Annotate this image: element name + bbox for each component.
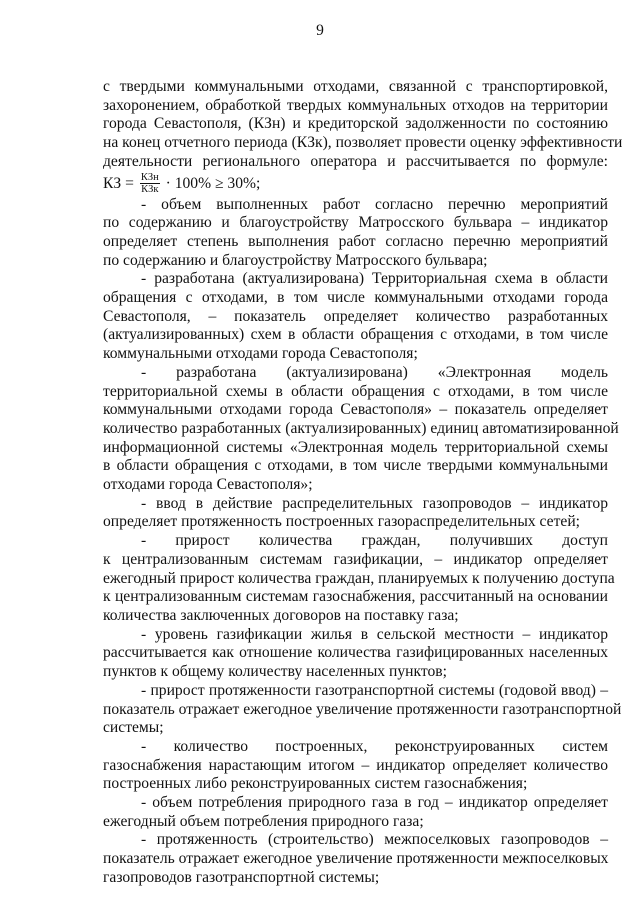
text-line: - разработана (актуализирована) «Электронная модель xyxy=(141,363,608,381)
text-line: газопроводов газотранспортной системы; xyxy=(103,868,380,886)
text-line: захоронением, обработкой твердых коммунальных отходов на территории xyxy=(103,96,608,114)
text-line: территориальной схемы в области обращения с отходами, в том числе xyxy=(103,382,608,400)
text-line: ежегодный объем потребления природного газа; xyxy=(103,812,424,830)
text-line: рассчитывается как отношение количества газифицированных населенных xyxy=(103,644,608,662)
text-line: пунктов к общему количеству населенных пунктов; xyxy=(103,663,447,681)
text-line: определяет протяженность построенных газораспределительных сетей; xyxy=(103,513,581,531)
formula xyxy=(103,172,608,196)
text-line: - объем выполненных работ согласно перечню мероприятий xyxy=(141,195,608,213)
text-line: обращения с отходами, в том числе коммунальными отходами города xyxy=(103,289,608,307)
formula-rhs: · 100% ≥ 30%; xyxy=(165,174,261,192)
text-line: системы; xyxy=(103,719,164,737)
text-line: деятельности регионального оператора и рассчитывается по формуле: xyxy=(103,152,608,170)
text-line: - разработана (актуализирована) Территориальная схема в области xyxy=(141,270,608,288)
text-line: показатель отражает ежегодное увеличение протяженности межпоселковых xyxy=(103,850,609,868)
text-line: с твердыми коммунальными отходами, связанной с транспортировкой, xyxy=(103,78,608,95)
page-number: 9 xyxy=(316,22,324,39)
text-line: (актуализированных) схем в области обращения с отходами, в том числе xyxy=(103,326,608,344)
formula-denominator: КЗк xyxy=(141,184,159,196)
body-text xyxy=(103,78,623,888)
text-line: определяет степень выполнения работ согласно перечню мероприятий xyxy=(103,232,608,250)
text-line: количество разработанных (актуализированных) единиц автоматизированной xyxy=(103,419,619,437)
text-line: - объем потребления природного газа в год – индикатор определяет xyxy=(141,794,608,812)
formula-lhs: КЗ = xyxy=(103,174,134,192)
text-line: коммунальными отходами города Севастополя; xyxy=(103,345,418,363)
text-line: информационной системы «Электронная модель территориальной схемы xyxy=(103,438,608,456)
text-line: по содержанию и благоустройству Матросского бульвара; xyxy=(103,251,488,269)
text-line: ежегодный прирост количества граждан, планируемых к получению доступа xyxy=(103,569,615,587)
text-line: по содержанию и благоустройству Матросского бульвара – индикатор xyxy=(103,214,608,232)
text-line: города Севастополя, (КЗн) и кредиторской задолженности по состоянию xyxy=(103,115,608,133)
text-line: коммунальными отходами города Севастополя» – показатель определяет xyxy=(103,401,608,419)
text-line: газоснабжения нарастающим итогом – индикатор определяет количество xyxy=(103,756,608,774)
text-line: в области обращения с отходами, в том числе твердыми коммунальными xyxy=(103,457,608,475)
text-line: отходами города Севастополя»; xyxy=(103,476,313,494)
text-line: к централизованным системам газоснабжения, рассчитанный на основании xyxy=(103,588,608,606)
text-line: - прирост количества граждан, получивших доступ xyxy=(141,532,608,550)
text-line: Севастополя, – показатель определяет количество разработанных xyxy=(103,307,608,325)
text-line: количества заключенных договоров на поставку газа; xyxy=(103,606,459,624)
text-line: построенных либо реконструированных систем газоснабжения; xyxy=(103,775,528,793)
text-line: к централизованным системам газификации, – индикатор определяет xyxy=(103,550,608,568)
text-line: - уровень газификации жилья в сельской местности – индикатор xyxy=(141,625,608,643)
text-line: - ввод в действие распределительных газопроводов – индикатор xyxy=(141,494,608,512)
formula-numerator: КЗн xyxy=(140,172,159,184)
text-line: на конец отчетного периода (КЗк), позволяет провести оценку эффективности xyxy=(103,134,623,152)
text-line: - протяженность (строительство) межпоселковых газопроводов – xyxy=(141,831,608,849)
formula-fraction xyxy=(140,172,160,195)
text-line: показатель отражает ежегодное увеличение протяженности газотранспортной xyxy=(103,700,622,718)
text-line: - прирост протяженности газотранспортной системы (годовой ввод) – xyxy=(141,681,608,699)
text-line: - количество построенных, реконструированных систем xyxy=(141,737,608,755)
